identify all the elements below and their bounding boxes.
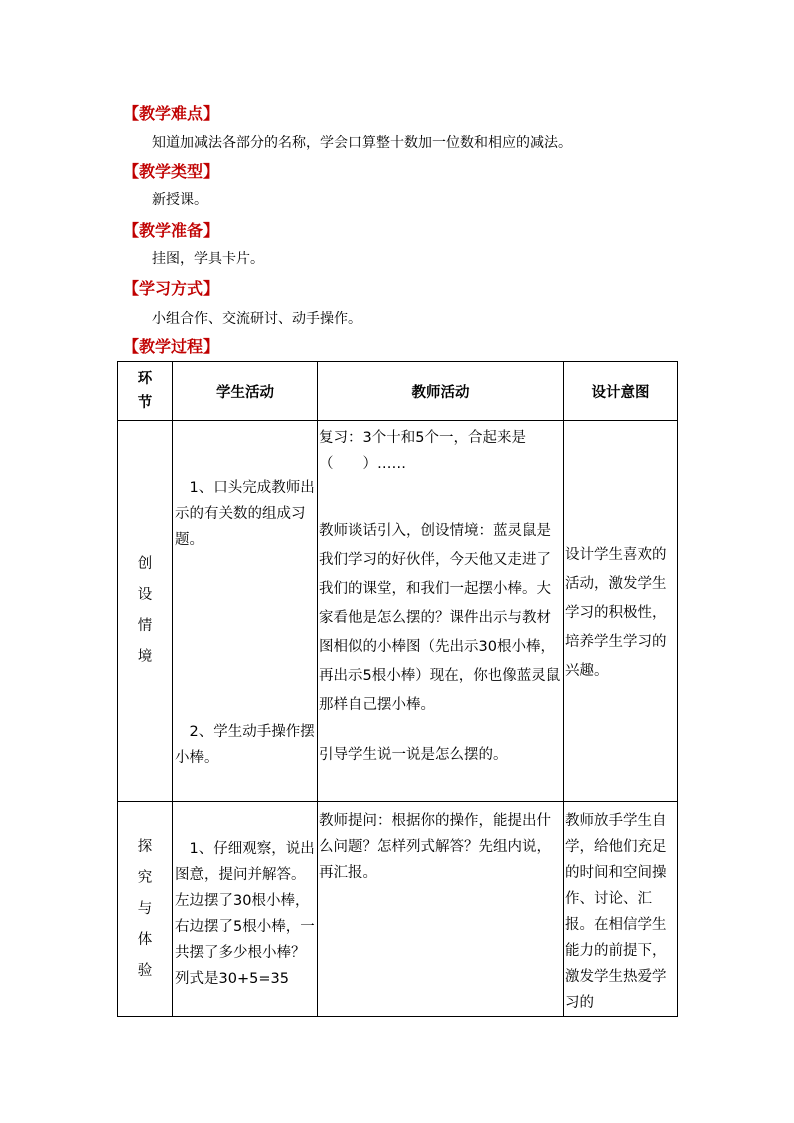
section-heading-type: 【教学类型】 bbox=[123, 162, 220, 181]
lesson-table bbox=[117, 361, 678, 1017]
table-row bbox=[118, 421, 678, 802]
section-heading-method: 【学习方式】 bbox=[123, 279, 220, 298]
header-stage bbox=[118, 362, 173, 421]
stage-cell bbox=[118, 421, 173, 802]
stage-label: 创设情境 bbox=[137, 556, 153, 665]
design-intent-text: 设计学生喜欢的活动，激发学生学习的积极性，培养学生学习的兴趣。 bbox=[565, 547, 667, 679]
header-stage-label: 环节 bbox=[137, 371, 153, 411]
section-heading-preparation: 【教学准备】 bbox=[123, 221, 220, 240]
section-heading-difficulty: 【教学难点】 bbox=[123, 104, 220, 123]
student-activity-cell bbox=[173, 421, 318, 802]
teacher-activity-cell bbox=[318, 421, 564, 802]
section-body-difficulty: 知道加减法各部分的名称，学会口算整十数加一位数和相应的减法。 bbox=[152, 135, 572, 151]
stage-label: 探究与体验 bbox=[137, 838, 153, 979]
student-activity-1: 1、仔细观察，说出图意，提问并解答。左边摆了30根小棒，右边摆了5根小棒，一共摆了多少根小棒？列式是30+5=35 bbox=[175, 841, 315, 987]
section-body-method: 小组合作、交流研讨、动手操作。 bbox=[152, 311, 362, 327]
student-activity-2: 2、学生动手操作摆小棒。 bbox=[175, 724, 315, 766]
section-body-type: 新授课。 bbox=[152, 192, 208, 208]
section-heading-process: 【教学过程】 bbox=[123, 337, 220, 356]
stage-cell bbox=[118, 802, 173, 1017]
header-student: 学生活动 bbox=[173, 362, 318, 421]
header-intent: 设计意图 bbox=[564, 362, 678, 421]
teacher-activity-3: 引导学生说一说是怎么摆的。 bbox=[319, 747, 508, 763]
student-activity-cell bbox=[173, 802, 318, 1017]
student-activity-1: 1、口头完成教师出示的有关数的组成习题。 bbox=[175, 480, 315, 548]
design-intent-cell bbox=[564, 421, 678, 802]
teacher-activity-cell bbox=[318, 802, 564, 1017]
header-teacher: 教师活动 bbox=[318, 362, 564, 421]
section-body-preparation: 挂图，学具卡片。 bbox=[152, 251, 264, 267]
design-intent-text: 教师放手学生自学，给他们充足的时间和空间操作、讨论、汇报。在相信学生能力的前提下，激发学生热爱学习的 bbox=[565, 813, 667, 1011]
teacher-activity-1: 复习：3个十和5个一，合起来是（ ）…… bbox=[319, 430, 526, 472]
table-row bbox=[118, 802, 678, 1017]
design-intent-cell bbox=[564, 802, 678, 1017]
table-header-row bbox=[118, 362, 678, 421]
teacher-activity-2: 教师谈话引入，创设情境：蓝灵鼠是我们学习的好伙伴，今天他又走进了我们的课堂，和我们一起摆小棒。大家看他是怎么摆的？课件出示与教材图相似的小棒图（先出示30根小棒，再出示5根小棒）现在，你也像蓝灵鼠那样自己摆小棒。 bbox=[319, 523, 561, 713]
teacher-activity-1: 教师提问：根据你的操作，能提出什么问题？怎样列式解答？先组内说，再汇报。 bbox=[319, 813, 551, 881]
